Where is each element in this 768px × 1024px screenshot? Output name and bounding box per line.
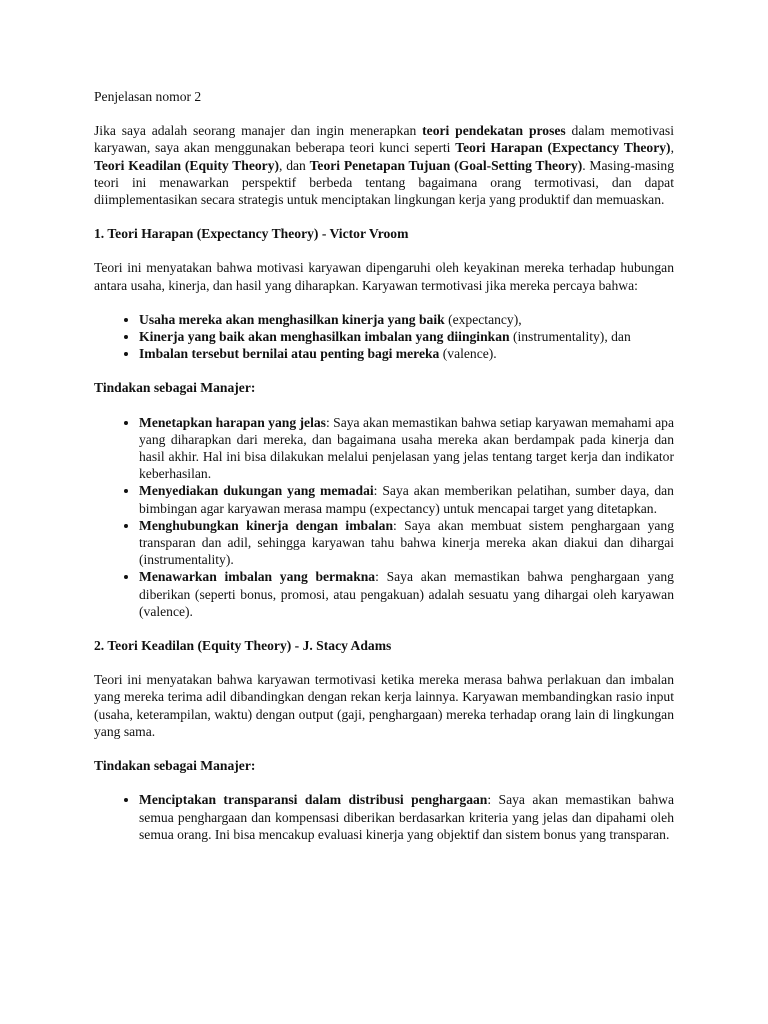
list-item-text: : Saya akan memastikan bahwa penghargaan yang diberikan (seperti bonus, promosi, atau pengakuan) adalah sesuatu yang dihargai oleh karyawan (valence). (139, 569, 674, 619)
list-item (139, 328, 674, 345)
list-item-bold: Menetapkan harapan yang jelas (139, 414, 326, 430)
list-item (139, 517, 674, 569)
section-2-actions-heading: Tindakan sebagai Manajer: (94, 758, 256, 774)
intro-text-5: . Masing-masing teori ini menawarkan perspektif berbeda tentang bagaimana orang termotivasi, dan dapat diimplementasikan secara strategis untuk menciptakan lingkungan kerja yang produktif dan memuaskan. (94, 157, 674, 208)
list-item-text: : Saya akan memastikan bahwa semua penghargaan dan kompensasi diberikan berdasarkan kriteria yang jelas dan dipahami oleh semua orang. Ini bisa mencakup evaluasi kinerja yang objektif dan sistem bonus yang transparan. (139, 792, 674, 842)
intro-paragraph (94, 122, 674, 208)
list-item-bold: Menghubungkan kinerja dengan imbalan (139, 517, 394, 533)
section-2-heading: 2. Teori Keadilan (Equity Theory) - J. Stacy Adams (94, 638, 392, 654)
intro-text-2: dalam memotivasi karyawan, saya akan menggunakan beberapa teori kunci seperti (94, 123, 674, 156)
section-2-actions-list (94, 791, 674, 843)
list-item-bold: Kinerja yang baik akan menghasilkan imbalan yang diinginkan (139, 329, 510, 345)
list-item-text: (instrumentality), dan (509, 329, 631, 345)
intro-text-4: , dan (279, 157, 310, 173)
section-1-heading: 1. Teori Harapan (Expectancy Theory) - Victor Vroom (94, 226, 409, 242)
list-item-bold: Imbalan tersebut bernilai atau penting bagi mereka (139, 346, 440, 362)
list-item-text: (valence). (439, 346, 497, 362)
intro-bold-3: Teori Keadilan (Equity Theory) (94, 157, 280, 173)
intro-bold-4: Teori Penetapan Tujuan (Goal-Setting Theory) (309, 157, 583, 173)
section-1-actions-heading: Tindakan sebagai Manajer: (94, 380, 256, 396)
section-2-paragraph: Teori ini menyatakan bahwa karyawan termotivasi ketika mereka merasa bahwa perlakuan dan imbalan yang mereka terima adil dibandingkan dengan rekan kerja lainnya. Karyawan membandingkan rasio input (usaha, keterampilan, waktu) dengan output (gaji, penghargaan) mereka terhadap orang lain di lingkungan yang sama. (94, 672, 674, 739)
list-item-text: : Saya akan memastikan bahwa setiap karyawan memahami apa yang diharapkan dari mereka, dan bagaimana usaha mereka akan berdampak pada kinerja dan hasil akhir. Hal ini bisa dilakukan melalui penjelasan yang jelas tentang target kerja dan indikator keberhasilan. (139, 414, 675, 482)
section-1-beliefs-list (94, 311, 674, 363)
intro-text-1: Jika saya adalah seorang manajer dan ingin menerapkan (94, 123, 423, 139)
list-item-text: (expectancy), (444, 311, 522, 327)
list-item (139, 791, 674, 843)
document-title: Penjelasan nomor 2 (94, 89, 202, 104)
list-item (139, 482, 674, 516)
list-item (139, 345, 674, 362)
list-item-bold: Usaha mereka akan menghasilkan kinerja yang baik (139, 311, 445, 327)
list-item-bold: Menawarkan imbalan yang bermakna (139, 569, 376, 585)
intro-bold-2: Teori Harapan (Expectancy Theory) (455, 140, 671, 156)
list-item (139, 311, 674, 328)
intro-bold-1: teori pendekatan proses (422, 123, 566, 139)
list-item-text: : Saya akan membuat sistem penghargaan yang transparan dan adil, sehingga karyawan tahu bahwa kinerja mereka akan diakui dan dihargai (instrumentality). (139, 517, 674, 568)
list-item-bold: Menciptakan transparansi dalam distribusi penghargaan (139, 792, 488, 808)
section-1-actions-list (94, 414, 674, 620)
intro-text-3: , (670, 140, 674, 156)
list-item-bold: Menyediakan dukungan yang memadai (139, 483, 374, 499)
list-item (139, 414, 674, 483)
section-1-paragraph: Teori ini menyatakan bahwa motivasi karyawan dipengaruhi oleh keyakinan mereka terhadap hubungan antara usaha, kinerja, dan hasil yang diharapkan. Karyawan termotivasi jika mereka percaya bahwa: (94, 260, 674, 293)
list-item (139, 568, 674, 620)
list-item-text: : Saya akan memberikan pelatihan, sumber daya, dan bimbingan agar karyawan merasa mampu (expectancy) untuk mencapai target yang ditetapkan. (139, 483, 674, 516)
